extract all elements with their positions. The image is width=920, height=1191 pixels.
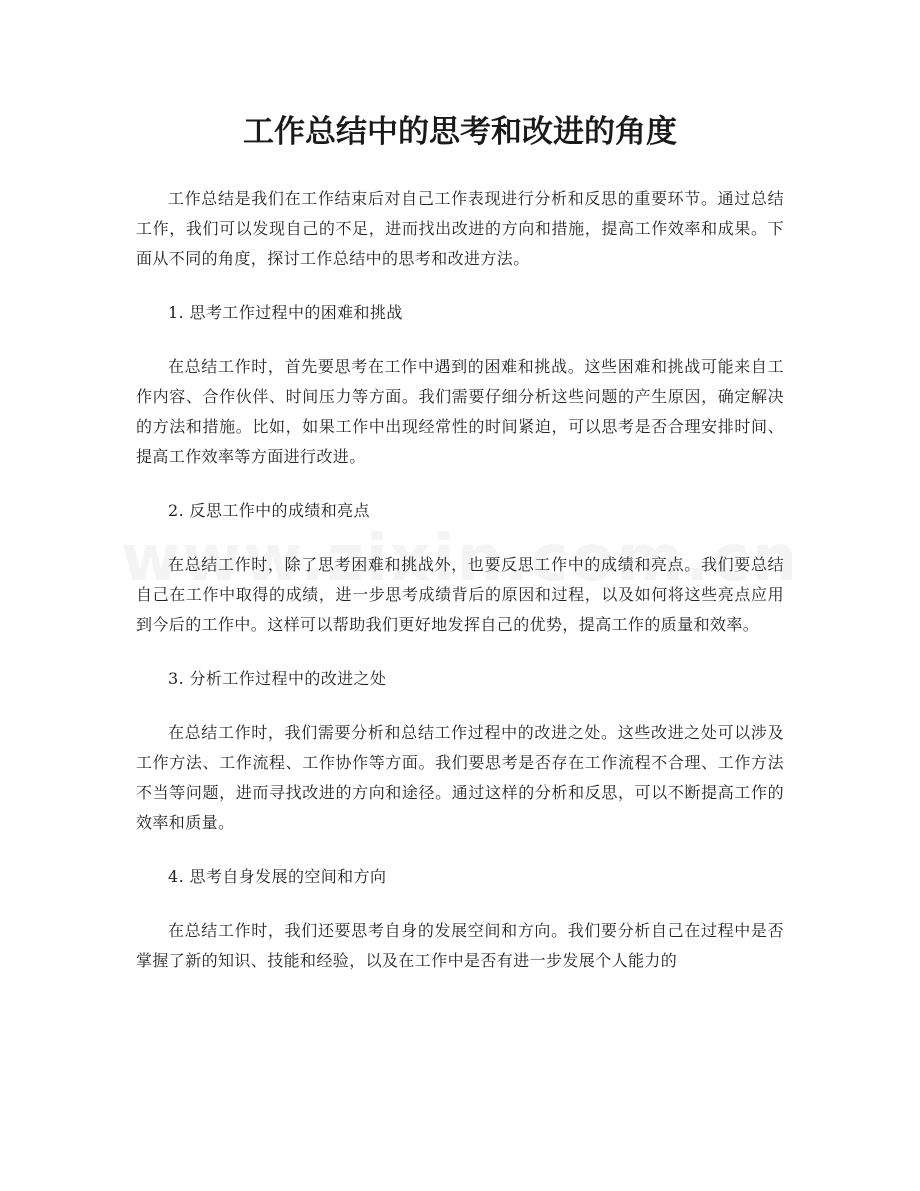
section-body-2: 在总结工作时，除了思考困难和挑战外，也要反思工作中的成绩和亮点。我们要总结自己在工作中取得的成绩，进一步思考成绩背后的原因和过程，以及如何将这些亮点应用到今后的工作中。这样可以帮助我们更好地发挥自己的优势，提高工作的质量和效率。 — [136, 555, 784, 634]
section-body-1: 在总结工作时，首先要思考在工作中遇到的困难和挑战。这些困难和挑战可能来自工作内容、合作伙伴、时间压力等方面。我们需要仔细分析这些问题的产生原因，确定解决的方法和措施。比如，如果工作中出现经常性的时间紧迫，可以思考是否合理安排时间、提高工作效率等方面进行改进。 — [136, 357, 784, 466]
section-heading-3: 3. 分析工作过程中的改进之处 — [168, 669, 387, 688]
document-title: 工作总结中的思考和改进的角度 — [243, 114, 677, 150]
document-body — [136, 184, 784, 976]
section-heading-2: 2. 反思工作中的成绩和亮点 — [168, 501, 370, 520]
section-body-3: 在总结工作时，我们需要分析和总结工作过程中的改进之处。这些改进之处可以涉及工作方法、工作流程、工作协作等方面。我们要思考是否存在工作流程不合理、工作方法不当等问题，进而寻找改进的方向和途径。通过这样的分析和反思，可以不断提高工作的效率和质量。 — [136, 723, 784, 832]
section-heading-4: 4. 思考自身发展的空间和方向 — [168, 867, 387, 886]
section-body-4: 在总结工作时，我们还要思考自身的发展空间和方向。我们要分析自己在过程中是否掌握了新的知识、技能和经验，以及在工作中是否有进一步发展个人能力的 — [136, 921, 784, 970]
intro-paragraph: 工作总结是我们在工作结束后对自己工作表现进行分析和反思的重要环节。通过总结工作，我们可以发现自己的不足，进而找出改进的方向和措施，提高工作效率和成果。下面从不同的角度，探讨工作总结中的思考和改进方法。 — [136, 189, 784, 268]
section-heading-1: 1. 思考工作过程中的困难和挑战 — [168, 303, 403, 322]
